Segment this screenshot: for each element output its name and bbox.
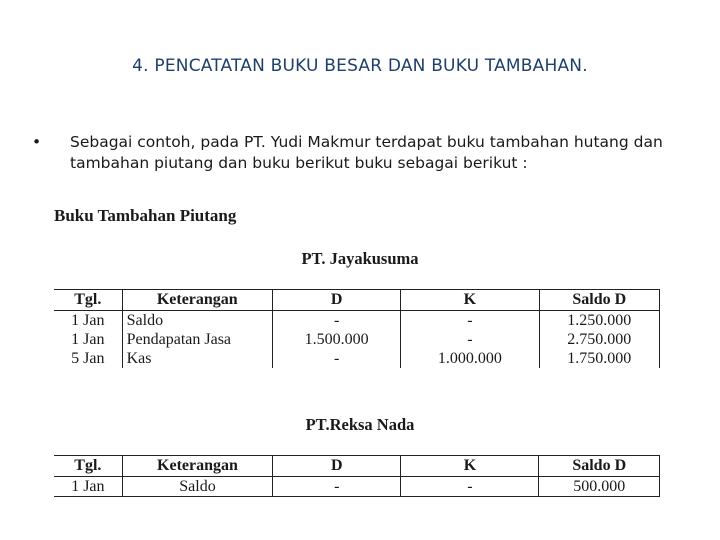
- cell-saldo: 2.750.000: [539, 330, 659, 349]
- cell-saldo: 1.250.000: [539, 311, 659, 331]
- cell-saldo: 500.000: [539, 477, 660, 497]
- cell-keterangan: Saldo: [122, 477, 273, 497]
- table-row: [54, 330, 660, 349]
- table-row: [54, 311, 660, 331]
- table-row: [54, 477, 660, 497]
- cell-saldo: 1.750.000: [539, 349, 659, 368]
- column-header-saldo: Saldo D: [539, 456, 660, 477]
- ledger-table-reksa-nada: [54, 455, 660, 497]
- cell-debit: -: [272, 311, 400, 331]
- column-header-kredit: K: [401, 456, 539, 477]
- table-header-row: [54, 290, 660, 311]
- cell-kredit: 1.000.000: [401, 349, 539, 368]
- cell-keterangan: Saldo: [122, 311, 272, 331]
- column-header-saldo: Saldo D: [539, 290, 659, 311]
- company-name-reksa-nada: PT.Reksa Nada: [305, 415, 415, 434]
- cell-kredit: -: [401, 477, 539, 497]
- column-header-debit: D: [272, 290, 400, 311]
- company-name-jayakusuma: PT. Jayakusuma: [301, 249, 419, 268]
- column-header-tgl: Tgl.: [54, 290, 122, 311]
- bullet-point: [32, 132, 692, 174]
- cell-debit: 1.500.000: [272, 330, 400, 349]
- column-header-tgl: Tgl.: [54, 456, 122, 477]
- column-header-kredit: K: [401, 290, 539, 311]
- cell-debit: -: [272, 349, 400, 368]
- column-header-debit: D: [273, 456, 401, 477]
- cell-tgl: 1 Jan: [71, 312, 105, 329]
- ledger-heading: Buku Tambahan Piutang: [54, 206, 237, 225]
- cell-keterangan: Pendapatan Jasa: [122, 330, 272, 349]
- slide-title: 4. PENCATATAN BUKU BESAR DAN BUKU TAMBAHAN.: [132, 56, 588, 76]
- cell-debit: -: [273, 477, 401, 497]
- bullet-icon: •: [32, 133, 42, 151]
- cell-tgl: 1 Jan: [71, 331, 105, 348]
- table-row: [54, 349, 660, 368]
- ledger-table-jayakusuma: [54, 289, 660, 368]
- cell-keterangan: Kas: [122, 349, 272, 368]
- column-header-keterangan: Keterangan: [122, 456, 273, 477]
- column-header-keterangan: Keterangan: [122, 290, 272, 311]
- table-header-row: [54, 456, 660, 477]
- cell-kredit: -: [401, 311, 539, 331]
- cell-tgl: 5 Jan: [71, 350, 105, 367]
- cell-kredit: -: [401, 330, 539, 349]
- bullet-text: Sebagai contoh, pada PT. Yudi Makmur terdapat buku tambahan hutang dan tambahan piutang dan buku berikut buku sebagai berikut :: [70, 133, 663, 172]
- cell-tgl: 1 Jan: [54, 477, 122, 497]
